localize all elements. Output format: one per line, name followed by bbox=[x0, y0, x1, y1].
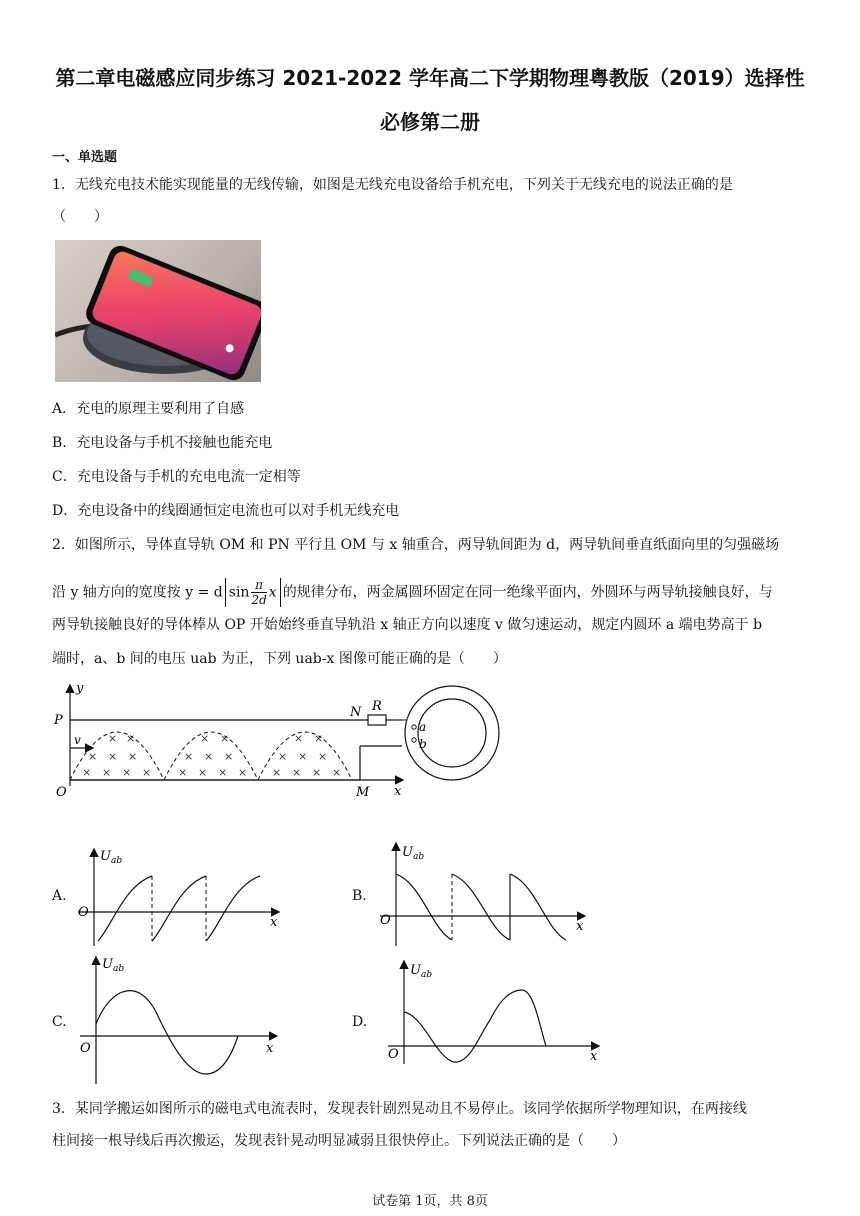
q2-stem-line4: 端时，a、b 间的电压 uab 为正，下列 uab-x 图像可能正确的是（ ） bbox=[52, 651, 507, 667]
svg-text:x: x bbox=[576, 919, 584, 934]
svg-text:O: O bbox=[80, 1041, 91, 1056]
q2-stem-line3: 两导轨接触良好的导体棒从 OP 开始始终垂直导轨沿 x 轴正方向以速度 v 做匀速运动，规定内圆环 a 端电势高于 b bbox=[52, 617, 763, 633]
svg-text:Uab: $U_{ab}$ bbox=[102, 957, 125, 974]
y-axis-label: y bbox=[76, 681, 84, 696]
svg-text:×: × bbox=[224, 750, 234, 763]
svg-text:×: × bbox=[122, 766, 132, 779]
graph-option-d bbox=[384, 958, 604, 1068]
svg-text:O: O bbox=[388, 1047, 399, 1062]
svg-text:×: × bbox=[88, 750, 98, 763]
svg-text:×: × bbox=[198, 766, 208, 779]
svg-text:×: × bbox=[294, 732, 304, 745]
svg-text:×: × bbox=[102, 766, 112, 779]
page-title-line1: 第二章电磁感应同步练习 2021-2022 学年高二下学期物理粤教版（2019）选择性 bbox=[55, 66, 805, 90]
svg-text:×: × bbox=[220, 732, 230, 745]
svg-text:x: x bbox=[266, 1041, 274, 1056]
graph-option-c bbox=[76, 954, 286, 1086]
velocity-label: v bbox=[74, 733, 81, 747]
q1-option-b: B．充电设备与手机不接触也能充电 bbox=[52, 435, 273, 451]
q2-stem-line2 bbox=[52, 578, 773, 607]
x-axis-label: x bbox=[394, 784, 402, 799]
svg-text:×: × bbox=[318, 750, 328, 763]
svg-text:×: × bbox=[184, 750, 194, 763]
svg-text:Uab: $U_{ab}$ bbox=[402, 845, 425, 862]
point-n-label: N bbox=[350, 705, 362, 720]
svg-text:×: × bbox=[82, 766, 92, 779]
svg-text:×: × bbox=[108, 750, 118, 763]
terminal-b-label: b bbox=[419, 737, 427, 751]
q2-option-a-label: A. bbox=[52, 888, 67, 904]
svg-text:×: × bbox=[128, 750, 138, 763]
page-title-line2: 必修第二册 bbox=[380, 110, 480, 134]
wireless-charger-photo bbox=[55, 240, 261, 382]
svg-text:×: × bbox=[278, 750, 288, 763]
svg-text:×: × bbox=[272, 766, 282, 779]
svg-text:x: x bbox=[590, 1049, 598, 1064]
q3-stem-line2: 柱间接一根导线后再次搬运，发现表针晃动明显减弱且很快停止。下列说法正确的是（ ） bbox=[52, 1133, 626, 1149]
q2-option-c-label: C. bbox=[52, 1014, 67, 1030]
q1-option-d: D．充电设备中的线圈通恒定电流也可以对手机无线充电 bbox=[52, 503, 400, 519]
page-footer: 试卷第 1页，共 8页 bbox=[372, 1194, 488, 1209]
q2-line2-post: 的规律分布，两金属圆环固定在同一绝缘平面内，外圆环与两导轨接触良好，与 bbox=[282, 584, 773, 601]
svg-text:×: × bbox=[200, 732, 210, 745]
svg-text:×: × bbox=[298, 750, 308, 763]
graph-option-a bbox=[72, 846, 292, 950]
point-p-label: P bbox=[54, 713, 63, 728]
svg-text:×: × bbox=[292, 766, 302, 779]
q2-option-b-label: B. bbox=[352, 888, 367, 904]
point-m-label: M bbox=[356, 785, 370, 800]
graph-option-b bbox=[372, 840, 592, 950]
svg-text:×: × bbox=[332, 766, 342, 779]
svg-text:×: × bbox=[178, 766, 188, 779]
origin-label: O bbox=[56, 785, 67, 800]
svg-text:×: × bbox=[218, 766, 228, 779]
q2-formula: sin $\frac{\pi}{2d}$ x bbox=[225, 578, 281, 607]
svg-text:Uab: $U_{ab}$ bbox=[410, 963, 433, 980]
svg-text:×: × bbox=[126, 732, 136, 745]
svg-text:×: × bbox=[204, 750, 214, 763]
q1-stem-line1: 1．无线充电技术能实现能量的无线传输，如图是无线充电设备给手机充电，下列关于无线充电的说法正确的是 bbox=[52, 177, 733, 193]
q2-stem-line1: 2．如图所示，导体直导轨 OM 和 PN 平行且 OM 与 x 轴重合，两导轨间距为 d，两导轨间垂直纸面向里的匀强磁场 bbox=[52, 537, 780, 553]
q3-stem-line1: 3．某同学搬运如图所示的磁电式电流表时，发现表针剧烈晃动且不易停止。该同学依据所学物理知识，在两接线 bbox=[52, 1101, 747, 1117]
svg-text:Uab: $U_{ab}$ bbox=[100, 849, 123, 866]
svg-text:O: O bbox=[78, 905, 89, 920]
svg-text:×: × bbox=[312, 766, 322, 779]
svg-text:×: × bbox=[108, 732, 118, 745]
svg-text:×: × bbox=[314, 732, 324, 745]
svg-text:×: × bbox=[238, 766, 248, 779]
terminal-a-label: a bbox=[419, 720, 427, 734]
svg-text:×: × bbox=[142, 766, 152, 779]
section-heading: 一、单选题 bbox=[52, 150, 118, 165]
q1-option-a: A．充电的原理主要利用了自感 bbox=[52, 401, 245, 417]
svg-text:O: O bbox=[380, 913, 391, 928]
resistor-label: R bbox=[372, 699, 382, 714]
q1-stem-line2: （ ） bbox=[52, 209, 108, 225]
q2-line2-pre: 沿 y 轴方向的宽度按 y = d bbox=[52, 584, 223, 601]
svg-text:x: x bbox=[270, 915, 278, 930]
q1-option-c: C．充电设备与手机的充电电流一定相等 bbox=[52, 469, 301, 485]
rail-circuit-diagram bbox=[50, 676, 510, 806]
q2-option-d-label: D. bbox=[352, 1014, 368, 1030]
